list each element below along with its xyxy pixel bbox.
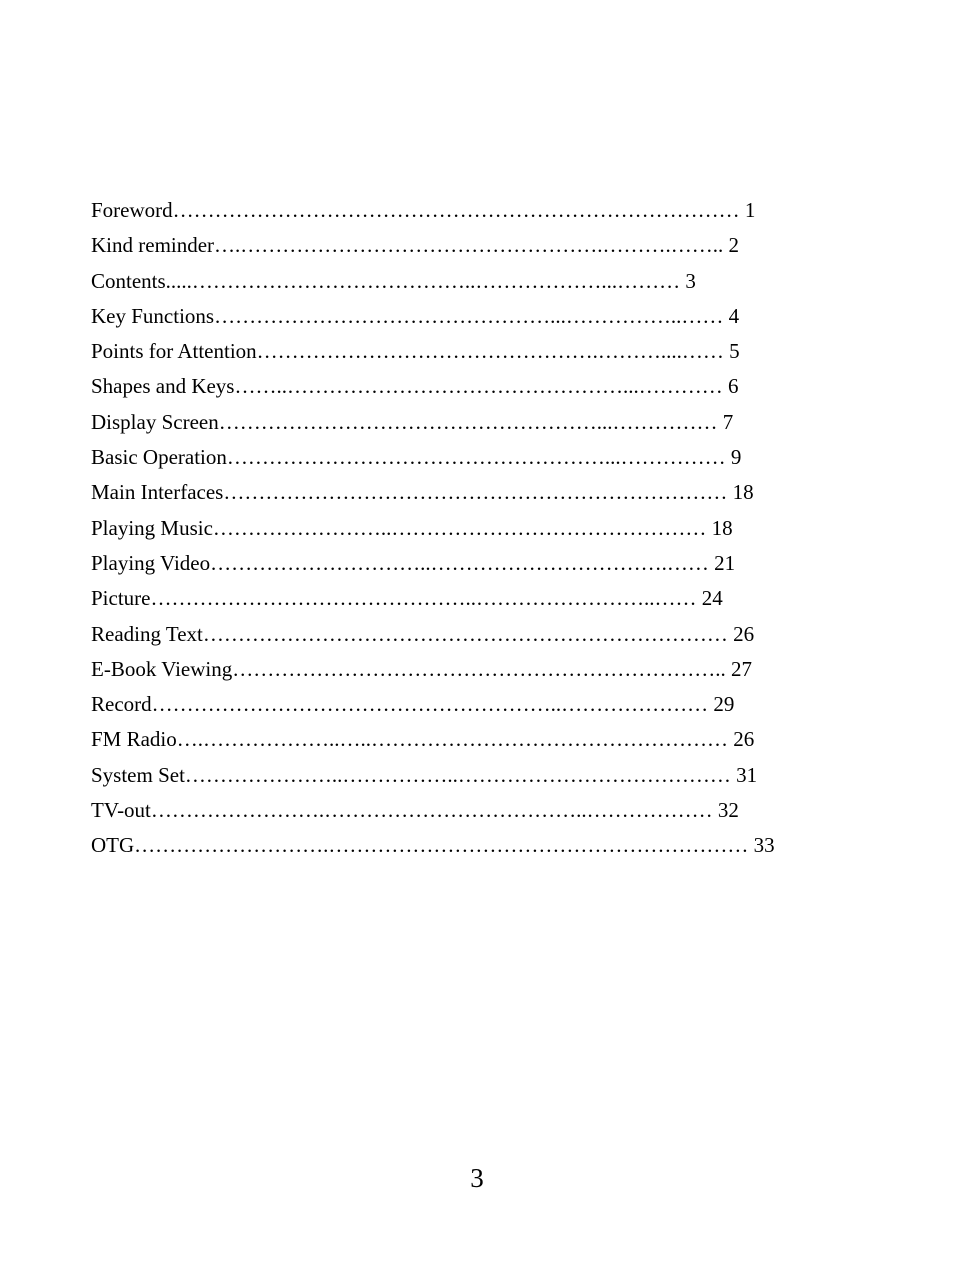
toc-entry-system-set: System Set…………………..……………..………………………………… 31 [91,762,758,787]
toc-entry-foreword: Foreword……………………………………………………………………… 1 [91,198,756,222]
toc-entry-reading-text: Reading Text………………………………………………………………… 26 [91,621,755,646]
page-number: 3 [470,1163,484,1193]
table-of-contents [91,193,871,864]
toc-entry-main-interfaces: Main Interfaces……………………………………………………………… 18 [91,480,754,505]
toc-entry-playing-video: Playing Video…………………………..…………………………….…… 21 [91,550,736,575]
toc-entry-basic-operation: Basic Operation………………………………………………...…………… 9 [91,445,742,470]
toc-entry-otg: OTG……………………….…………………………………………………… 33 [91,833,775,858]
toc-entry-key-functions: Key Functions…………………………………………...……………..…… 4 [91,303,740,328]
toc-entry-kind-reminder: Kind reminder….…………………………………………….……….…….. 2 [91,233,740,258]
toc-entry-points-for-attention: Points for Attention………………………………………….………....…… 5 [91,339,740,364]
toc-entry-display-screen: Display Screen………………………………………………...…………… 7 [91,409,734,434]
toc-entry-picture: Picture………………………………………..……………………..…… 24 [91,586,723,611]
toc-entry-contents: Contents.....…………………………………..………………...……… 3 [91,268,696,293]
toc-entry-playing-music: Playing Music……………………..……………………………………… 18 [91,515,733,540]
toc-entry-tv-out: TV-out…………………….………………………………..……………… 32 [91,798,739,823]
toc-entry-e-book-viewing: E-Book Viewing…………………………………………………………….. 27 [91,656,753,681]
toc-entry-fm-radio: FM Radio….………………..…..…………………………………………… 26 [91,727,755,752]
toc-entry-shapes-and-keys: Shapes and Keys……..…………………………………………...………… 6 [91,374,739,399]
toc-entry-record: Record…………………………………………………..………………… 29 [91,692,735,717]
